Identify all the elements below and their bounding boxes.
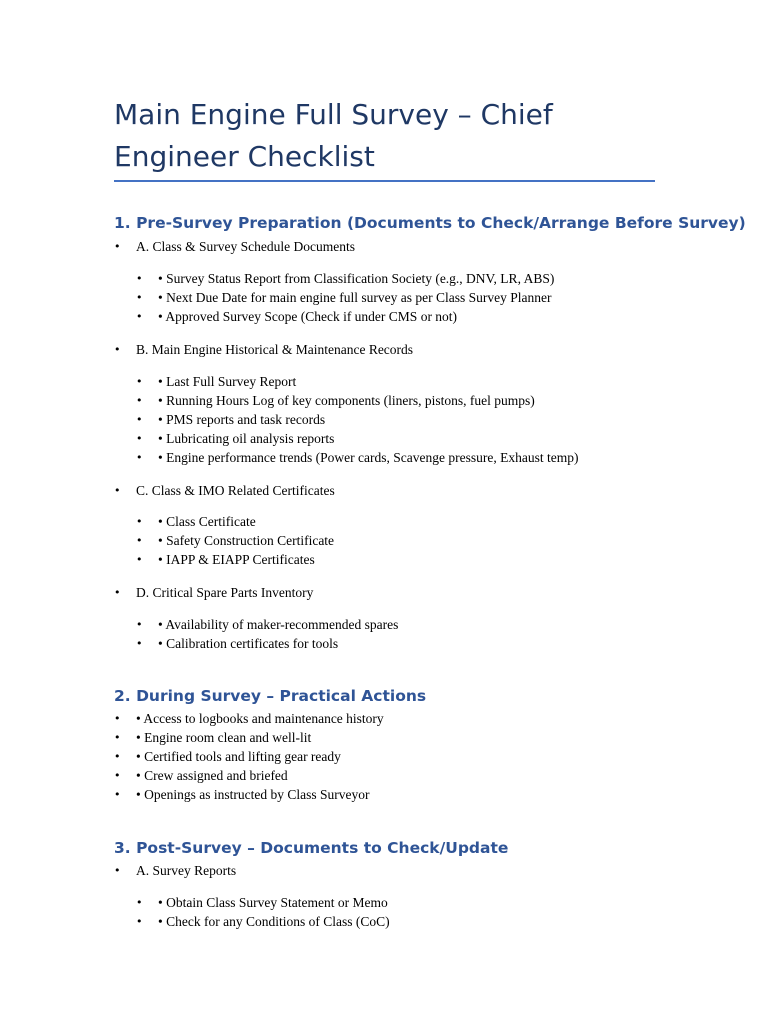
- bullet: •: [136, 375, 143, 388]
- page-title: Main Engine Full Survey – Chief Engineer Checklist: [114, 98, 553, 173]
- checklist-item: • Certified tools and lifting gear ready: [136, 749, 341, 764]
- section-heading-post-survey: 3. Post-Survey – Documents to Check/Update: [114, 839, 509, 857]
- bullet: •: [114, 864, 121, 877]
- group-label: B. Main Engine Historical & Maintenance Records: [136, 342, 414, 357]
- checklist-item: • Safety Construction Certificate: [158, 533, 335, 548]
- checklist-item: • Availability of maker-recommended spares: [158, 617, 399, 632]
- checklist-item: • Running Hours Log of key components (liners, pistons, fuel pumps): [158, 393, 535, 408]
- bullet: •: [136, 291, 143, 304]
- section-heading-during-survey: 2. During Survey – Practical Actions: [114, 687, 427, 705]
- bullet: •: [114, 731, 121, 744]
- checklist-item: • Openings as instructed by Class Surveyor: [136, 787, 370, 802]
- checklist-item: • IAPP & EIAPP Certificates: [158, 552, 315, 567]
- bullet: •: [114, 343, 121, 356]
- bullet: •: [114, 712, 121, 725]
- bullet: •: [114, 769, 121, 782]
- checklist-item: • Obtain Class Survey Statement or Memo: [158, 895, 388, 910]
- bullet: •: [136, 553, 143, 566]
- bullet: •: [136, 394, 143, 407]
- bullet: •: [136, 915, 143, 928]
- bullet: •: [136, 451, 143, 464]
- checklist-item: • Survey Status Report from Classification Society (e.g., DNV, LR, ABS): [158, 271, 555, 286]
- bullet: •: [136, 618, 143, 631]
- bullet: •: [136, 432, 143, 445]
- bullet: •: [136, 637, 143, 650]
- checklist-item: • Last Full Survey Report: [158, 374, 297, 389]
- checklist-item: • Lubricating oil analysis reports: [158, 431, 335, 446]
- group-label: A. Class & Survey Schedule Documents: [136, 239, 355, 254]
- group-label: C. Class & IMO Related Certificates: [136, 483, 335, 498]
- bullet: •: [114, 586, 121, 599]
- checklist-item: • Calibration certificates for tools: [158, 636, 339, 651]
- bullet: •: [136, 272, 143, 285]
- bullet: •: [136, 896, 143, 909]
- bullet: •: [114, 788, 121, 801]
- checklist-item: • Access to logbooks and maintenance history: [136, 711, 384, 726]
- checklist-item: • PMS reports and task records: [158, 412, 326, 427]
- group-label: D. Critical Spare Parts Inventory: [136, 585, 314, 600]
- bullet: •: [114, 484, 121, 497]
- bullet: •: [136, 534, 143, 547]
- checklist-item: • Crew assigned and briefed: [136, 768, 288, 783]
- checklist-item: • Engine performance trends (Power cards, Scavenge pressure, Exhaust temp): [158, 450, 579, 465]
- title-underline: [114, 180, 655, 182]
- checklist-item: • Check for any Conditions of Class (CoC): [158, 914, 390, 929]
- checklist-item: • Approved Survey Scope (Check if under CMS or not): [158, 309, 458, 324]
- bullet: •: [136, 413, 143, 426]
- bullet: •: [114, 750, 121, 763]
- bullet: •: [136, 310, 143, 323]
- checklist-item: • Class Certificate: [158, 514, 256, 529]
- bullet: •: [114, 240, 121, 253]
- group-label: A. Survey Reports: [136, 863, 237, 878]
- section-heading-pre-survey: 1. Pre-Survey Preparation (Documents to Check/Arrange Before Survey): [114, 214, 746, 232]
- checklist-item: • Next Due Date for main engine full survey as per Class Survey Planner: [158, 290, 552, 305]
- checklist-item: • Engine room clean and well-lit: [136, 730, 312, 745]
- bullet: •: [136, 515, 143, 528]
